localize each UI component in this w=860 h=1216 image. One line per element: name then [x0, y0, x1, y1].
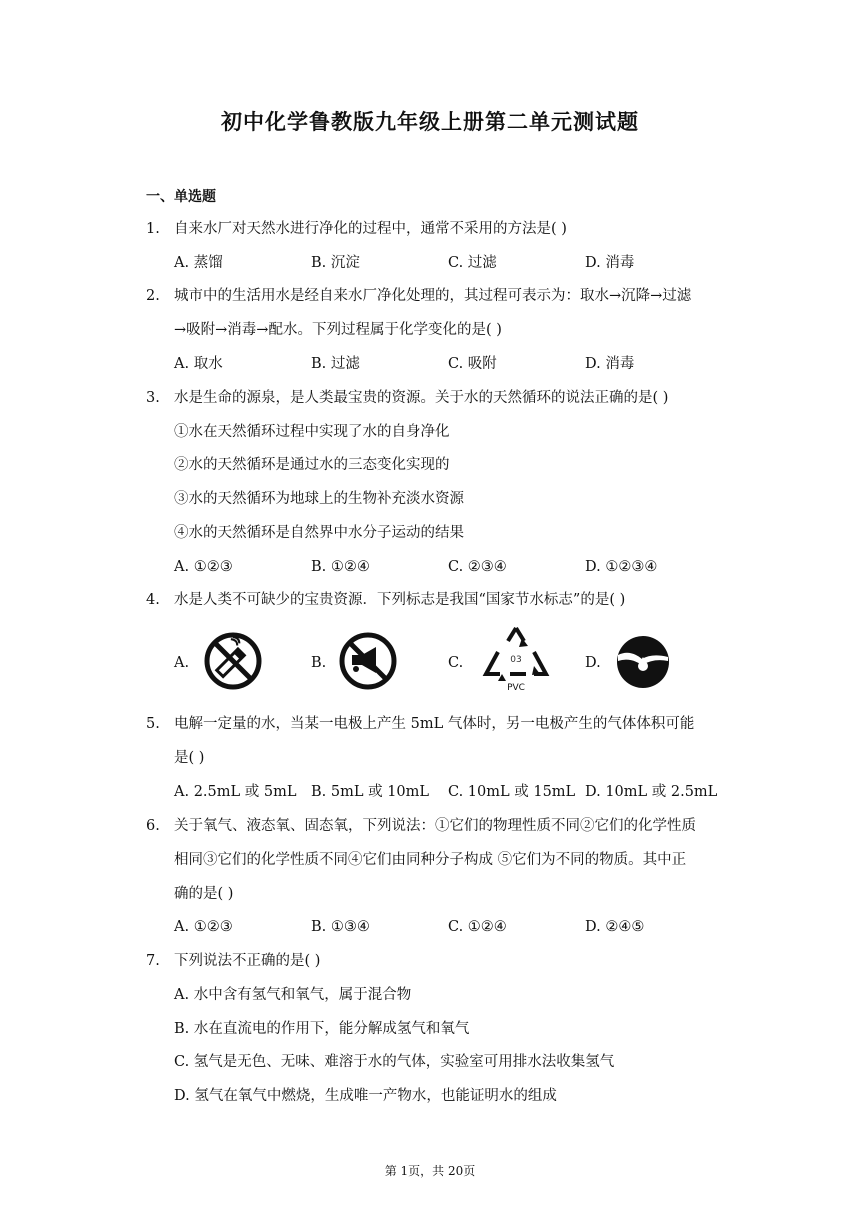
option-c: C. ①②④: [448, 919, 507, 935]
statement-1: ①水在天然循环过程中实现了水的自身净化: [174, 424, 450, 440]
option-b: B. ①③④: [311, 919, 370, 935]
recycle-pvc-icon: [478, 624, 554, 696]
page-footer: 第 1页，共 20页: [384, 1164, 476, 1178]
question-text-line: 相同③它们的化学性质不同④它们由同种分子构成 ⑤它们为不同的物质。其中正: [174, 852, 687, 868]
option-d: D. 消毒: [585, 356, 635, 372]
question-text: 水是人类不可缺少的宝贵资源．下列标志是我国“国家节水标志”的是( ): [174, 592, 626, 608]
option-a: A. 取水: [174, 356, 223, 372]
question-7: [146, 951, 320, 971]
option-c: C. 吸附: [448, 356, 497, 372]
option-b: B. ①②④: [311, 559, 370, 575]
option-c: C. 氢气是无色、无味、难溶于水的气体，实验室可用排水法收集氢气: [174, 1054, 615, 1070]
question-text: 电解一定量的水，当某一电极上产生 5mL 气体时，另一电极产生的气体体积可能: [174, 716, 695, 732]
option-b: B.: [311, 655, 327, 671]
option-b: B. 沉淀: [311, 255, 360, 271]
question-text: 下列说法不正确的是( ): [174, 953, 321, 969]
question-3: [146, 388, 668, 408]
question-text: 关于氧气、液态氧、固态氧，下列说法：①它们的物理性质不同②它们的化学性质: [174, 818, 696, 834]
option-c: C. 10mL 或 15mL: [448, 784, 576, 800]
option-a: A. 水中含有氢气和氧气，属于混合物: [174, 987, 412, 1003]
question-text-line: 是( ): [174, 750, 205, 766]
statement-4: ④水的天然循环是自然界中水分子运动的结果: [174, 525, 464, 541]
no-smoking-icon: [203, 631, 263, 691]
option-d: D. ②④⑤: [585, 919, 645, 935]
option-b: B. 水在直流电的作用下，能分解成氢气和氧气: [174, 1021, 470, 1037]
question-text-line: →吸附→消毒→配水。下列过程属于化学变化的是( ): [174, 322, 502, 338]
option-c: C. 过滤: [448, 255, 497, 271]
question-2: [146, 286, 691, 306]
question-number: 7.: [146, 953, 160, 969]
statement-2: ②水的天然循环是通过水的三态变化实现的: [174, 457, 450, 473]
option-d: D. 消毒: [585, 255, 635, 271]
option-a: A. ①②③: [174, 919, 233, 935]
question-number: 2.: [146, 288, 160, 304]
option-a: A. 蒸馏: [174, 255, 223, 271]
question-number: 6.: [146, 818, 160, 834]
question-text: 水是生命的源泉，是人类最宝贵的资源。关于水的天然循环的说法正确的是( ): [174, 390, 669, 406]
question-number: 4.: [146, 592, 160, 608]
option-d: D.: [585, 655, 601, 671]
question-number: 5.: [146, 716, 160, 732]
recycle-label: PVC: [507, 683, 525, 693]
question-number: 3.: [146, 390, 160, 406]
question-text: 自来水厂对天然水进行净化的过程中，通常不采用的方法是( ): [174, 221, 567, 237]
water-saving-icon: [614, 633, 672, 691]
question-text: 城市中的生活用水是经自来水厂净化处理的，其过程可表示为：取水→沉降→过滤: [174, 288, 692, 304]
section-heading: 一、单选题: [146, 189, 216, 205]
option-a: A. ①②③: [174, 559, 233, 575]
option-c: C. ②③④: [448, 559, 507, 575]
option-d: D. ①②③④: [585, 559, 658, 575]
option-b: B. 过滤: [311, 356, 360, 372]
statement-3: ③水的天然循环为地球上的生物补充淡水资源: [174, 491, 464, 507]
question-text-line: 确的是( ): [174, 886, 234, 902]
option-a: A. 2.5mL 或 5mL: [174, 784, 297, 800]
option-a: A.: [174, 655, 190, 671]
no-horn-icon: [338, 631, 398, 691]
option-d: D. 10mL 或 2.5mL: [585, 784, 718, 800]
question-4: [146, 590, 625, 610]
question-6: [146, 816, 696, 836]
question-number: 1.: [146, 221, 160, 237]
option-c: C.: [448, 655, 464, 671]
page-title: 初中化学鲁教版九年级上册第二单元测试题: [221, 110, 639, 134]
question-5: [146, 714, 694, 734]
option-d: D. 氢气在氧气中燃烧，生成唯一产物水，也能证明水的组成: [174, 1088, 557, 1104]
option-b: B. 5mL 或 10mL: [311, 784, 430, 800]
question-1: [146, 219, 567, 239]
recycle-code: 03: [510, 655, 522, 665]
